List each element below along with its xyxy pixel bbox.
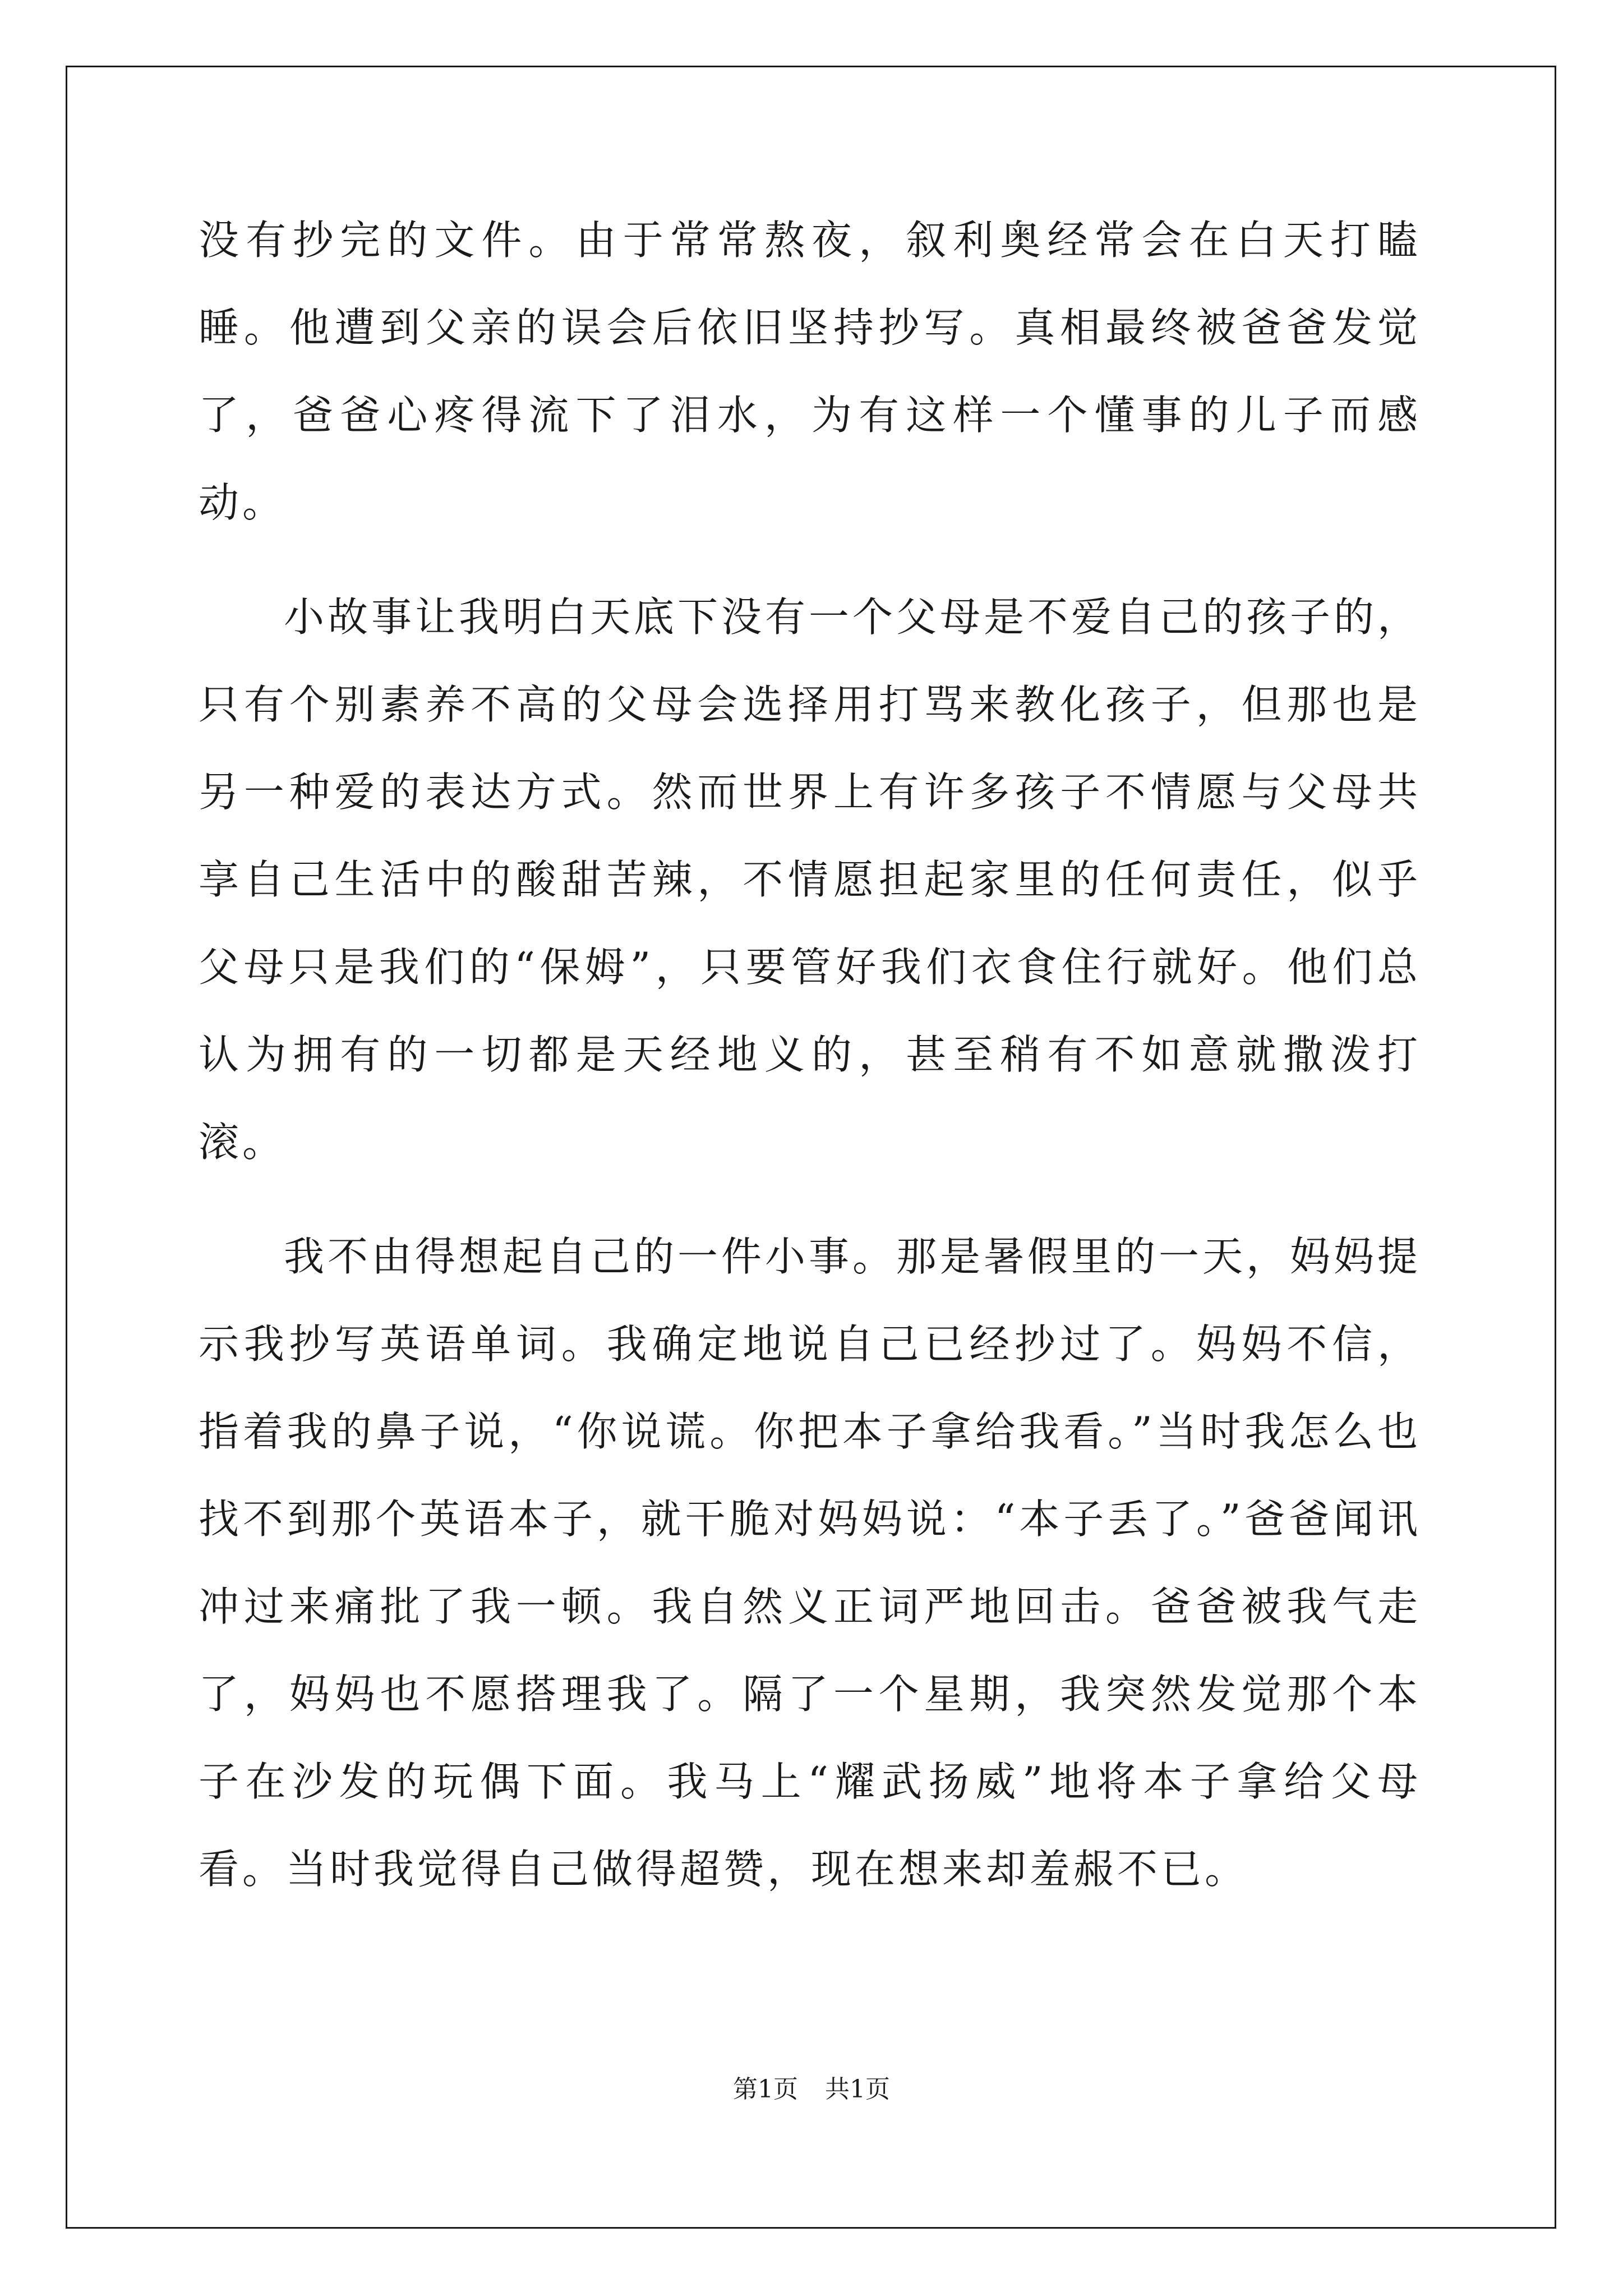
paragraph-1: 没有抄完的文件。由于常常熬夜，叙利奥经常会在白天打瞌睡。他遭到父亲的误会后依旧坚持抄写。真相最终被爸爸发觉了，爸爸心疼得流下了泪水，为有这样一个懂事的儿子而感动。 xyxy=(199,217,1421,526)
page-footer xyxy=(0,2069,1623,2105)
document-body xyxy=(199,196,1421,1913)
paragraph-2: 小故事让我明白天底下没有一个父母是不爱自己的孩子的，只有个别素养不高的父母会选择用打骂来教化孩子，但那也是另一种爱的表达方式。然而世界上有许多孩子不情愿与父母共享自己生活中的酸甜苦辣，不情愿担起家里的任何责任，似乎父母只是我们的“保姆”，只要管好我们衣食住行就好。他们总认为拥有的一切都是天经地义的，甚至稍有不如意就撒泼打滚。 xyxy=(199,593,1422,1166)
page-total: 共1页 xyxy=(825,2075,890,2104)
paragraph-3: 我不由得想起自己的一件小事。那是暑假里的一天，妈妈提示我抄写英语单词。我确定地说自己已经抄过了。妈妈不信，指着我的鼻子说，“你说谎。你把本子拿给我看。”当时我怎么也找不到那个英语本子，就干脆对妈妈说：“本子丢了。”爸爸闻讯冲过来痛批了我一顿。我自然义正词严地回击。爸爸被我气走了，妈妈也不愿搭理我了。隔了一个星期，我突然发觉那个本子在沙发的玩偶下面。我马上“耀武扬威”地将本子拿给父母看。当时我觉得自己做得超赞，现在想来却羞赧不已。 xyxy=(199,1233,1422,1893)
page-number: 第1页 xyxy=(733,2075,798,2104)
